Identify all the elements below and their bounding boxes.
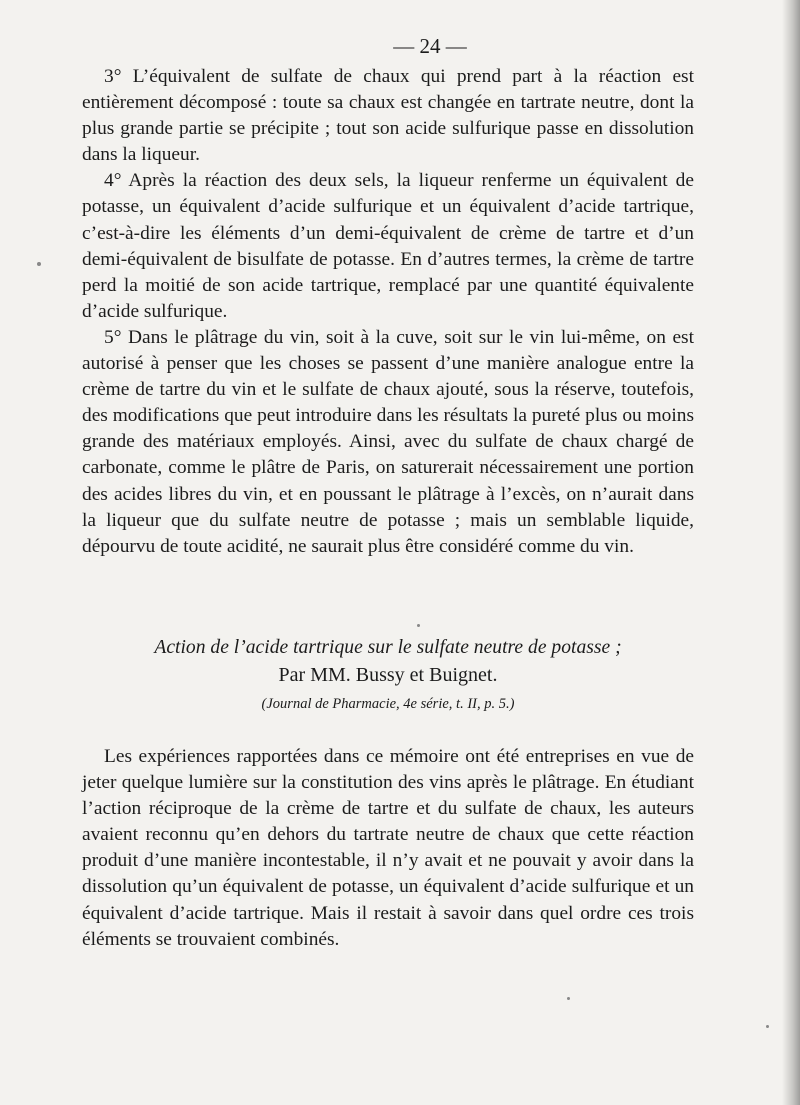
section-source: (Journal de Pharmacie, 4e série, t. II, p. 5.) <box>261 696 515 712</box>
paper-speck <box>417 624 420 627</box>
paragraph-point-4: 4° Après la réaction des deux sels, la liqueur renferme un équivalent de potasse, un équivalent d’acide sulfurique et un équivalent d’acide tartrique, c’est-à-dire les éléments d’un demi-équivalent de crème de tartre et d’un demi-équivalent de bisulfate de potasse. En d’autres termes, la crème de tartre perd la moitié de son acide tartrique, remplacé par une quantité équivalente d’acide sulfurique. <box>82 170 694 322</box>
section-heading <box>82 634 694 719</box>
paragraph-point-3: 3° L’équivalent de sulfate de chaux qui prend part à la réaction est entièrement décomposé : toute sa chaux est changée en tartrate neutre, dont la plus grande partie se précipite ; tout son acide sulfurique passe en dissolution dans la liqueur. <box>82 66 694 166</box>
paper-speck <box>567 997 570 1000</box>
section-authors: Par MM. Bussy et Buignet. <box>278 664 498 686</box>
page-edge-shadow <box>782 0 800 1105</box>
paragraph-point-5: 5° Dans le plâtrage du vin, soit à la cuve, soit sur le vin lui-même, on est autorisé à penser que les choses se passent d’une manière analogue entre la crème de tartre du vin et le sulfate de chaux ajouté, sous la réserve, toutefois, des modifications que peut introduire dans les résultats la pureté plus ou moins grande des matériaux employés. Ainsi, avec du sulfate de chaux chargé de carbonate, comme le plâtre de Paris, on saturerait nécessairement une portion des acides libres du vin, et en poussant le plâtrage à l’excès, on n’aurait dans la liqueur que du sulfate neutre de potasse ; mais un semblable liquide, dépourvu de toute acidité, ne saurait plus être considéré comme du vin. <box>82 326 694 557</box>
paper-speck <box>37 262 41 266</box>
paragraph-intro: Les expériences rapportées dans ce mémoire ont été entreprises en vue de jeter quelque lumière sur la constitution des vins après le plâtrage. En étudiant l’action réciproque de la crème de tartre et du sulfate de chaux, les auteurs avaient reconnu qu’en dehors du tartrate neutre de chaux que cette réaction produit d’une manière incontestable, il n’y avait et ne pouvait y avoir dans la dissolution qu’un équivalent de potasse, un équivalent d’acide sulfurique et un équivalent d’acide tartrique. Mais il restait à savoir dans quel ordre ces trois éléments se trouvaient combinés. <box>82 746 694 950</box>
page-number: — 24 — <box>393 34 467 58</box>
paper-speck <box>766 1025 769 1028</box>
section-title: Action de l’acide tartrique sur le sulfate neutre de potasse ; <box>154 637 622 658</box>
body-text-bottom <box>82 744 694 953</box>
body-text-top <box>82 64 694 560</box>
